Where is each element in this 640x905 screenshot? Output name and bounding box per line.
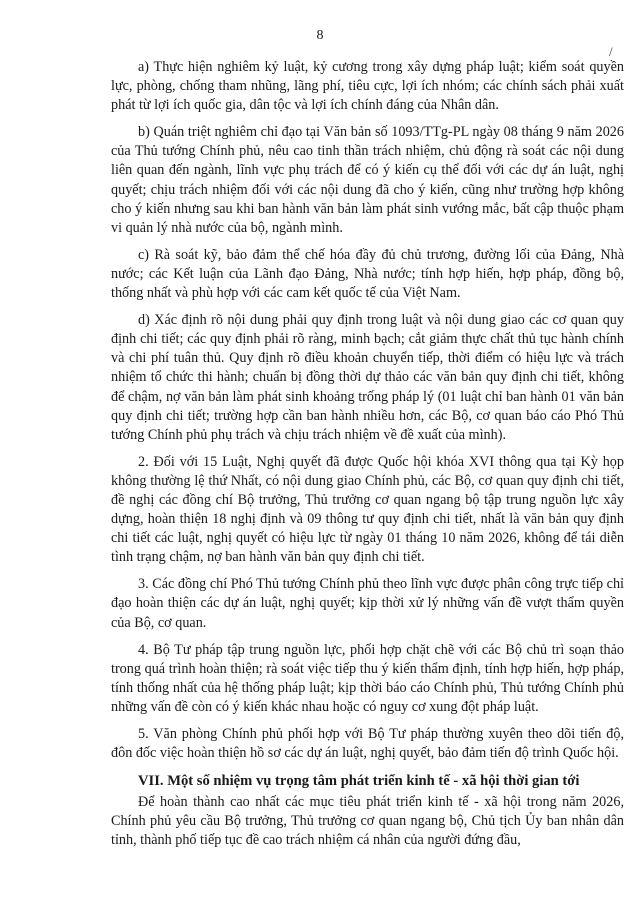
section-heading: VII. Một số nhiệm vụ trọng tâm phát triển kinh tế - xã hội thời gian tới (138, 773, 580, 790)
paragraph-c: c) Rà soát kỹ, bảo đảm thể chế hóa đầy đủ chủ trương, đường lối của Đảng, Nhà nước; các Kết luận của Lãnh đạo Đảng, Nhà nước; tính hợp hiến, hợp pháp, đồng bộ, thống nhất và phù hợp với các cam kết quốc tế của Việt Nam. (111, 246, 624, 302)
paragraph-item-5: 5. Văn phòng Chính phủ phối hợp với Bộ Tư pháp thường xuyên theo dõi tiến độ, đôn đốc việc hoàn thiện hồ sơ các dự án luật, nghị quyết, bảo đảm tiến độ trình Quốc hội. (111, 726, 624, 762)
paragraph-item-4: 4. Bộ Tư pháp tập trung nguồn lực, phối hợp chặt chẽ với các Bộ chủ trì soạn thảo trong quá trình hoàn thiện; rà soát việc tiếp thu ý kiến thẩm định, tính hợp hiến, hợp pháp, tính thống nhất của hệ thống pháp luật; kịp thời báo cáo Chính phủ, Thủ tướng Chính phủ những vấn đề còn có ý kiến khác nhau hoặc có nguy cơ xung đột pháp luật. (111, 641, 624, 715)
paragraph-item-3: 3. Các đồng chí Phó Thủ tướng Chính phủ theo lĩnh vực được phân công trực tiếp chỉ đạo hoàn thiện các dự án luật, nghị quyết; kịp thời xử lý những vấn đề vượt thẩm quyền của Bộ, cơ quan. (111, 576, 624, 631)
page-number: 8 (316, 28, 324, 43)
paragraph-item-2: 2. Đối với 15 Luật, Nghị quyết đã được Quốc hội khóa XVI thông qua tại Kỳ họp không thường lệ thứ Nhất, có nội dung giao Chính phủ, các Bộ, cơ quan quy định chi tiết, đề nghị các đồng chí Bộ trưởng, Thủ trưởng cơ quan ngang bộ tập trung nguồn lực xây dựng, hoàn thiện 18 nghị định và 09 thông tư quy định chi tiết, nhất là văn bản quy định chi tiết các luật, nghị quyết có hiệu lực từ ngày 01 tháng 10 năm 2026, không để tái diễn tình trạng chậm, nợ ban hành văn bản quy định chi tiết. (111, 453, 624, 566)
paragraph-b: b) Quán triệt nghiêm chỉ đạo tại Văn bản số 1093/TTg-PL ngày 08 tháng 9 năm 2026 của Thủ tướng Chính phủ, nêu cao tinh thần trách nhiệm, chủ động rà soát các nội dung liên quan đến ngành, lĩnh vực phụ trách để có ý kiến cụ thể đối với các dự án luật, nghị quyết; chịu trách nhiệm đối với các nội dung đã cho ý kiến, cũng như trường hợp không cho ý kiến nhưng sau khi ban hành văn bản làm phát sinh vướng mắc, bất cập thuộc phạm vi quản lý nhà nước của bộ, ngành mình. (111, 124, 624, 236)
scan-edge-mark: / (609, 44, 613, 59)
paragraph-section-intro: Để hoàn thành cao nhất các mục tiêu phát triển kinh tế - xã hội trong năm 2026, Chính phủ yêu cầu Bộ trưởng, Thủ trưởng cơ quan ngang bộ, Chủ tịch Ủy ban nhân dân tỉnh, thành phố tiếp tục đề cao trách nhiệm cá nhân của người đứng đầu, (111, 794, 624, 849)
paragraph-a: a) Thực hiện nghiêm kỷ luật, kỷ cương trong xây dựng pháp luật; kiểm soát quyền lực, phòng, chống tham nhũng, lãng phí, tiêu cực, lợi ích nhóm; các chính sách phải xuất phát từ lợi ích quốc gia, dân tộc và lợi ích chính đáng của Nhân dân. (111, 59, 624, 114)
document-body (111, 58, 624, 850)
paragraph-d: d) Xác định rõ nội dung phải quy định trong luật và nội dung giao các cơ quan quy định chi tiết; các quy định phải rõ ràng, minh bạch; cắt giảm thực chất thủ tục hành chính và chi phí tuân thủ. Quy định rõ điều khoản chuyển tiếp, thời điểm có hiệu lực và trách nhiệm tổ chức thi hành; chuẩn bị đồng thời dự thảo các văn bản quy định chi tiết, không để chậm, nợ văn bản làm phát sinh khoảng trống pháp lý (01 luật chỉ ban hành 01 văn bản quy định chi tiết; trường hợp cần ban hành nhiều hơn, các Bộ, cơ quan báo cáo Phó Thủ tướng Chính phủ phụ trách và chịu trách nhiệm về đề xuất của mình). (111, 312, 624, 443)
